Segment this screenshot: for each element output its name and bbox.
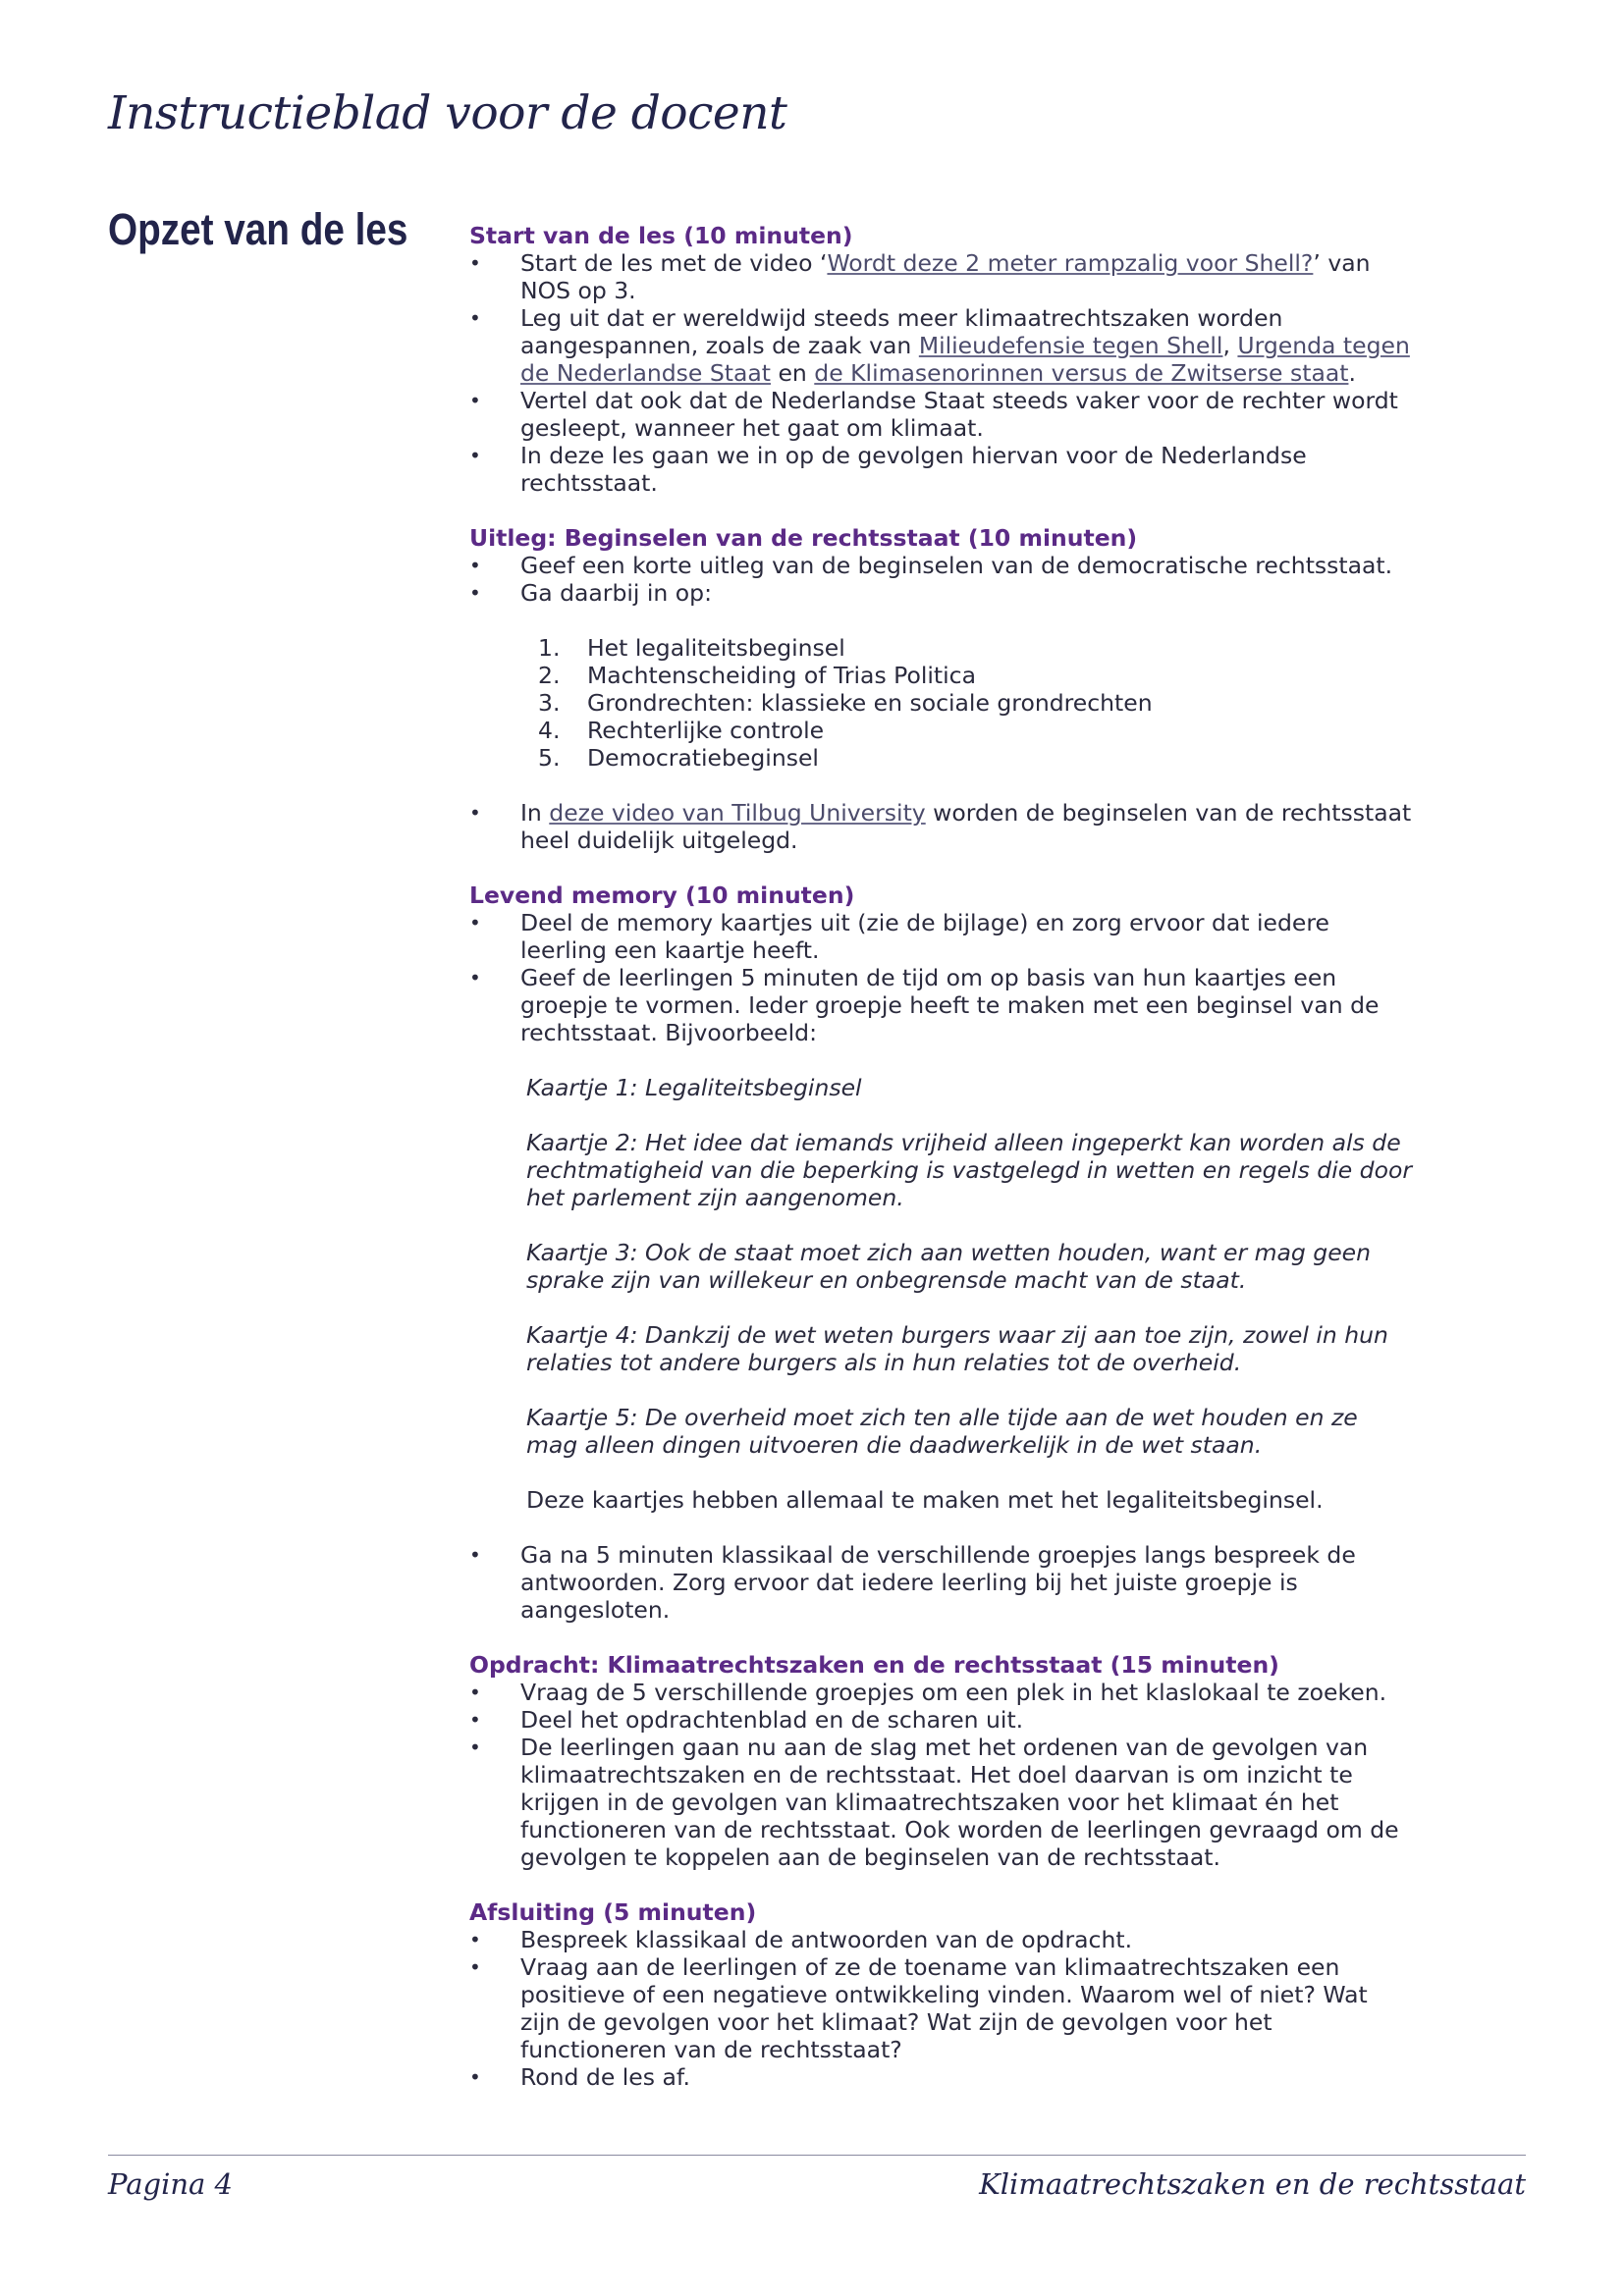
bullet-list <box>469 1926 1412 2091</box>
list-item: • In deze les gaan we in op de gevolgen hiervan voor de Nederlandse rechtsstaat. <box>469 442 1412 497</box>
text: , <box>1222 332 1238 359</box>
list-item <box>469 249 1412 304</box>
numbered-item <box>469 717 1412 744</box>
list-item: • Vraag aan de leerlingen of ze de toename van klimaatrechtszaken een positieve of een negatieve ontwikkeling vinden. Waarom wel of niet? Wat zijn de gevolgen voor het klimaat? Wat zijn de gevolgen voor het functioneren van de rechtsstaat? <box>469 1953 1412 2063</box>
section-title: Uitleg: Beginselen van de rechtsstaat (10 minuten) <box>469 524 1138 552</box>
section-uitleg <box>469 524 1412 854</box>
numbered-list <box>469 634 1412 772</box>
section-title: Opdracht: Klimaatrechtszaken en de rechtsstaat (15 minuten) <box>469 1651 1279 1679</box>
bullet-list <box>469 1679 1412 1871</box>
list-item: • Bespreek klassikaal de antwoorden van de opdracht. <box>469 1926 1412 1953</box>
text: ’ van NOS op 3. <box>520 249 1371 304</box>
footer-divider <box>108 2155 1526 2156</box>
list-item: • Rond de les af. <box>469 2063 1412 2091</box>
bullet-list <box>469 552 1412 607</box>
list-item <box>469 799 1412 854</box>
lesson-content <box>469 222 1412 2118</box>
text: worden de beginselen van de rechtsstaat heel duidelijk uitgelegd. <box>520 799 1412 854</box>
side-heading: Opzet van de les <box>108 204 408 254</box>
section-memory <box>469 881 1412 1624</box>
section-opdracht <box>469 1651 1412 1871</box>
link-urgenda[interactable]: Urgenda tegen de Nederlandse Staat <box>520 332 1410 387</box>
numbered-item <box>469 689 1412 717</box>
video-link-tilburg[interactable]: deze video van Tilbug University <box>549 799 926 827</box>
text: Start de les met de video ‘ <box>520 249 828 277</box>
bullet-list <box>469 909 1412 1046</box>
list-item: • Geef een korte uitleg van de beginselen van de democratische rechtsstaat. <box>469 552 1412 579</box>
footer-document-title: Klimaatrechtszaken en de rechtsstaat <box>979 2167 1526 2201</box>
memory-card: Kaartje 3: Ook de staat moet zich aan wetten houden, want er mag geen sprake zijn van willekeur en onbegrensde macht van de staat. <box>526 1239 1372 1294</box>
list-item: • Vraag de 5 verschillende groepjes om een plek in het klaslokaal te zoeken. <box>469 1679 1412 1706</box>
list-item: • Ga daarbij in op: <box>469 579 1412 607</box>
numbered-item <box>469 744 1412 772</box>
section-title: Start van de les (10 minuten) <box>469 222 853 249</box>
item-number: 1. <box>538 634 561 662</box>
page-number: Pagina 4 <box>108 2167 233 2201</box>
item-text: Machtenscheiding of Trias Politica <box>587 662 976 689</box>
numbered-item <box>469 634 1412 662</box>
list-item: • Deel het opdrachtenblad en de scharen uit. <box>469 1706 1412 1734</box>
list-item: • Ga na 5 minuten klassikaal de verschillende groepjes langs bespreek de antwoorden. Zorg ervoor dat iedere leerling bij het juiste groepje is aangesloten. <box>469 1541 1412 1624</box>
link-milieudefensie[interactable]: Milieudefensie tegen Shell <box>918 332 1223 359</box>
memory-card: Kaartje 4: Dankzij de wet weten burgers waar zij aan toe zijn, zowel in hun relaties tot andere burgers als in hun relaties tot de overheid. <box>526 1321 1388 1376</box>
item-text: Democratiebeginsel <box>587 744 819 772</box>
section-title: Levend memory (10 minuten) <box>469 881 855 909</box>
memory-card: Kaartje 2: Het idee dat iemands vrijheid alleen ingeperkt kan worden als de rechtmatigheid van die beperking is vastgelegd in wetten en regels die door het parlement zijn aangenomen. <box>526 1129 1413 1211</box>
text: Leg uit dat er wereldwijd steeds meer klimaatrechtszaken worden aangespannen, zoals de zaak van <box>520 304 1283 359</box>
item-number: 4. <box>538 717 561 744</box>
bullet-list <box>469 1541 1412 1624</box>
section-title: Afsluiting (5 minuten) <box>469 1898 757 1926</box>
item-number: 3. <box>538 689 561 717</box>
section-afsluiting <box>469 1898 1412 2091</box>
list-item <box>469 304 1412 387</box>
item-text: Rechterlijke controle <box>587 717 825 744</box>
list-item: • Geef de leerlingen 5 minuten de tijd om op basis van hun kaartjes een groepje te vormen. Ieder groepje heeft te maken met een beginsel van de rechtsstaat. Bijvoorbeeld: <box>469 964 1412 1046</box>
video-link-shell[interactable]: Wordt deze 2 meter rampzalig voor Shell? <box>827 249 1314 277</box>
list-item: • Deel de memory kaartjes uit (zie de bijlage) en zorg ervoor dat iedere leerling een kaartje heeft. <box>469 909 1412 964</box>
numbered-item <box>469 662 1412 689</box>
item-number: 5. <box>538 744 561 772</box>
text: . <box>1348 359 1356 387</box>
memory-cards <box>469 1074 1412 1514</box>
bullet-list <box>469 799 1412 854</box>
section-start <box>469 222 1412 497</box>
list-item: • De leerlingen gaan nu aan de slag met het ordenen van de gevolgen van klimaatrechtszaken en de rechtsstaat. Het doel daarvan is om inzicht te krijgen in de gevolgen van klimaatrechtszaken voor het klimaat én het functioneren van de rechtsstaat. Ook worden de leerlingen gevraagd om de gevolgen te koppelen aan de beginselen van de rechtsstaat. <box>469 1734 1412 1871</box>
page-title: Instructieblad voor de docent <box>108 86 787 140</box>
item-number: 2. <box>538 662 561 689</box>
text: In <box>520 799 550 827</box>
item-text: Grondrechten: klassieke en sociale grondrechten <box>587 689 1153 717</box>
memory-card: Kaartje 5: De overheid moet zich ten alle tijde aan de wet houden en ze mag alleen dingen uitvoeren die daadwerkelijk in de wet staan. <box>526 1404 1358 1459</box>
item-text: Het legaliteitsbeginsel <box>587 634 845 662</box>
memory-card: Kaartje 1: Legaliteitsbeginsel <box>526 1074 862 1101</box>
text: en <box>770 359 815 387</box>
cards-note: Deze kaartjes hebben allemaal te maken met het legaliteitsbeginsel. <box>526 1486 1324 1514</box>
list-item: • Vertel dat ook dat de Nederlandse Staat steeds vaker voor de rechter wordt gesleept, wanneer het gaat om klimaat. <box>469 387 1412 442</box>
link-klimasenorinnen[interactable]: de Klimasenorinnen versus de Zwitserse staat <box>814 359 1349 387</box>
bullet-list <box>469 249 1412 497</box>
